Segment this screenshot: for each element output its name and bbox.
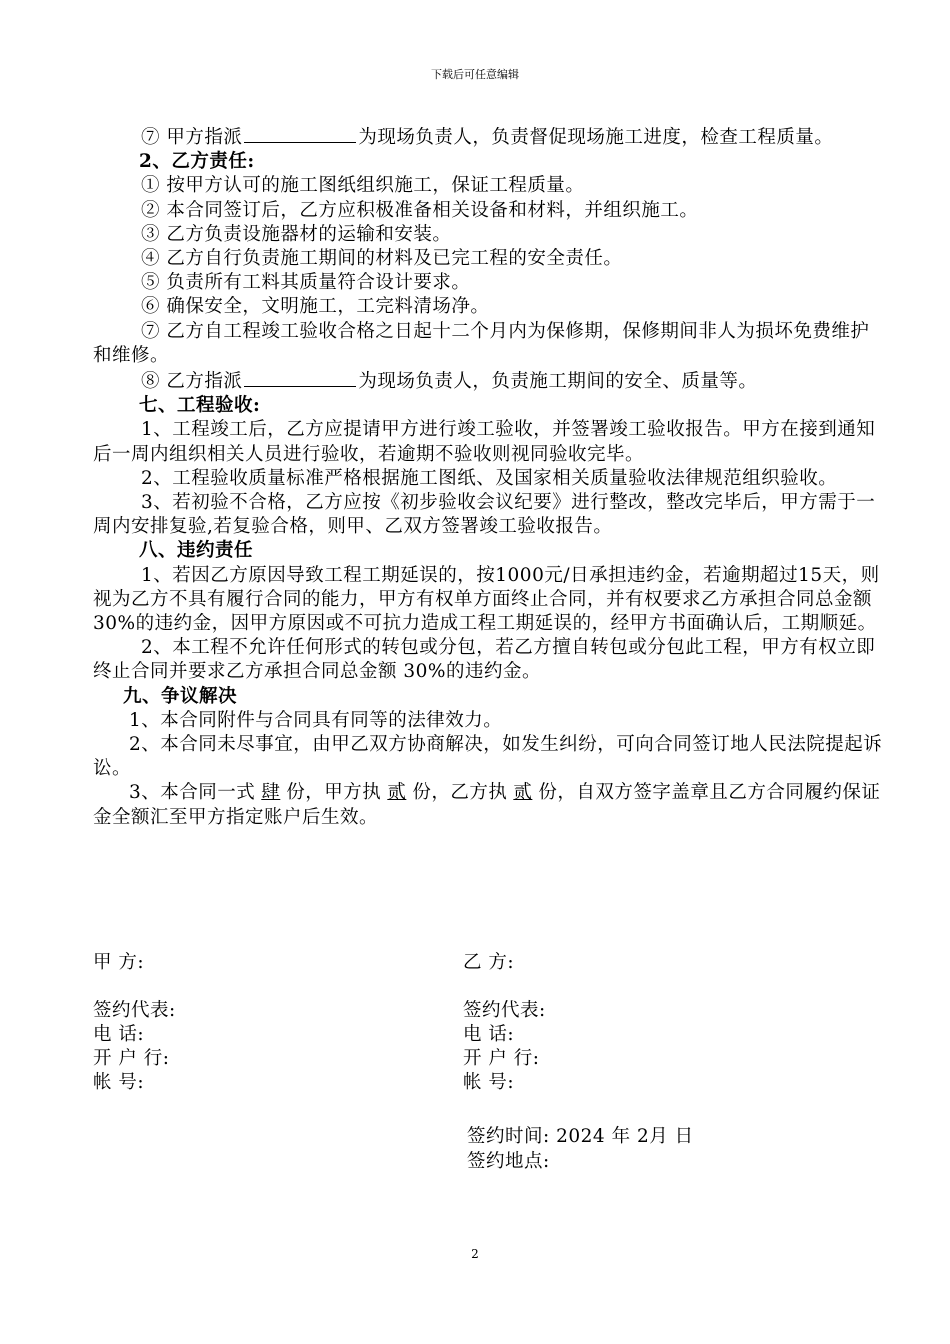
paragraph-text: ⑧ 乙方指派 bbox=[141, 371, 243, 393]
clause: 2、工程验收质量标准严格根据施工图纸、及国家相关质量验收法律规范组织验收。 bbox=[141, 467, 838, 489]
clause: 1、若因乙方原因导致工程工期延误的，按1000元/日承担违约金，若逾期超过15天，则视为乙方不具有履行合同的能力，甲方有权单方面终止合同，并有权要求乙方承担合同总金额 30%的违约金，因甲方原因或不可抗力造成工程工期延误的，经甲方书面确认后，工期顺延。 bbox=[93, 564, 880, 635]
copies-party-a: 贰 bbox=[387, 782, 407, 804]
list-item: ③ 乙方负责设施器材的运输和安装。 bbox=[141, 223, 452, 245]
clause: 2、本合同未尽事宜，由甲乙双方协商解决，如发生纠纷，可向合同签订地人民法院提起诉讼。 bbox=[93, 734, 883, 780]
list-item: ⑦ 乙方自工程竣工验收合格之日起十二个月内为保修期，保修期间非人为损坏免费维护和维修。 bbox=[93, 320, 870, 366]
list-item: ② 本合同签订后，乙方应积极准备相关设备和材料，并组织施工。 bbox=[141, 199, 699, 221]
list-item bbox=[93, 368, 883, 394]
party-a-representative: 签约代表: bbox=[93, 1000, 176, 1021]
party-b-label: 乙 方: bbox=[463, 952, 515, 973]
party-a-bank: 开 户 行: bbox=[93, 1048, 170, 1069]
blank-underline bbox=[244, 124, 356, 143]
paragraph-text: 为现场负责人，负责施工期间的安全、质量等。 bbox=[358, 371, 758, 393]
contract-body bbox=[93, 124, 883, 830]
clause bbox=[93, 781, 883, 829]
paragraph-text: 份，乙方执 bbox=[412, 782, 508, 804]
list-item: ④ 乙方自行负责施工期间的材料及已完工程的安全责任。 bbox=[141, 248, 623, 270]
clause: 2、本工程不允许任何形式的转包或分包，若乙方擅自转包或分包此工程，甲方有权立即终止合同并要求乙方承担合同总金额 30%的违约金。 bbox=[93, 637, 876, 683]
paragraph-text: 3、本合同一式 bbox=[129, 782, 256, 804]
paragraph-text: 份，自双方签字盖章且乙方合同履约保证金全额汇至甲方指定账户后生效。 bbox=[93, 782, 881, 828]
section-heading-breach: 八、违约责任 bbox=[139, 540, 254, 562]
party-b-account: 帐 号: bbox=[463, 1072, 515, 1093]
paragraph-text: 份，甲方执 bbox=[286, 782, 382, 804]
signing-place: 签约地点: bbox=[467, 1151, 550, 1172]
paragraph-text: 为现场负责人，负责督促现场施工进度，检查工程质量。 bbox=[358, 127, 834, 148]
list-item: ① 按甲方认可的施工图纸组织施工，保证工程质量。 bbox=[141, 175, 585, 197]
party-b-bank: 开 户 行: bbox=[463, 1048, 540, 1069]
clause: 3、若初验不合格，乙方应按《初步验收会议纪要》进行整改，整改完毕后，甲方需于一周内安排复验,若复验合格，则甲、乙双方签署竣工验收报告。 bbox=[93, 492, 876, 538]
party-b-representative: 签约代表: bbox=[463, 1000, 546, 1021]
paragraph-text: ⑦ 甲方指派 bbox=[141, 127, 243, 148]
signing-time: 签约时间: 2024 年 2月 日 bbox=[467, 1126, 694, 1147]
section-heading-acceptance: 七、工程验收: bbox=[139, 395, 261, 417]
section-heading-dispute: 九、争议解决 bbox=[123, 685, 238, 707]
blank-underline bbox=[244, 368, 356, 387]
copies-party-b: 贰 bbox=[513, 782, 533, 804]
section-heading-party-b: 2、乙方责任: bbox=[139, 151, 255, 173]
party-a-label: 甲 方: bbox=[93, 952, 145, 973]
clause: 1、工程竣工后，乙方应提请甲方进行竣工验收，并签署竣工验收报告。甲方在接到通知后一周内组织相关人员进行验收，若逾期不验收则视同验收完毕。 bbox=[93, 419, 876, 465]
party-a-account: 帐 号: bbox=[93, 1072, 145, 1093]
party-b-phone: 电 话: bbox=[463, 1024, 515, 1045]
list-item: ⑥ 确保安全，文明施工，工完料清场净。 bbox=[141, 296, 490, 318]
paragraph-a7 bbox=[93, 124, 883, 150]
list-item: ⑤ 负责所有工料其质量符合设计要求。 bbox=[141, 272, 471, 294]
page-number: 2 bbox=[471, 1247, 479, 1261]
clause: 1、本合同附件与合同具有同等的法律效力。 bbox=[129, 709, 503, 731]
copies-total: 肆 bbox=[261, 782, 281, 804]
party-a-phone: 电 话: bbox=[93, 1024, 145, 1045]
page-header-note: 下载后可任意编辑 bbox=[431, 68, 519, 81]
